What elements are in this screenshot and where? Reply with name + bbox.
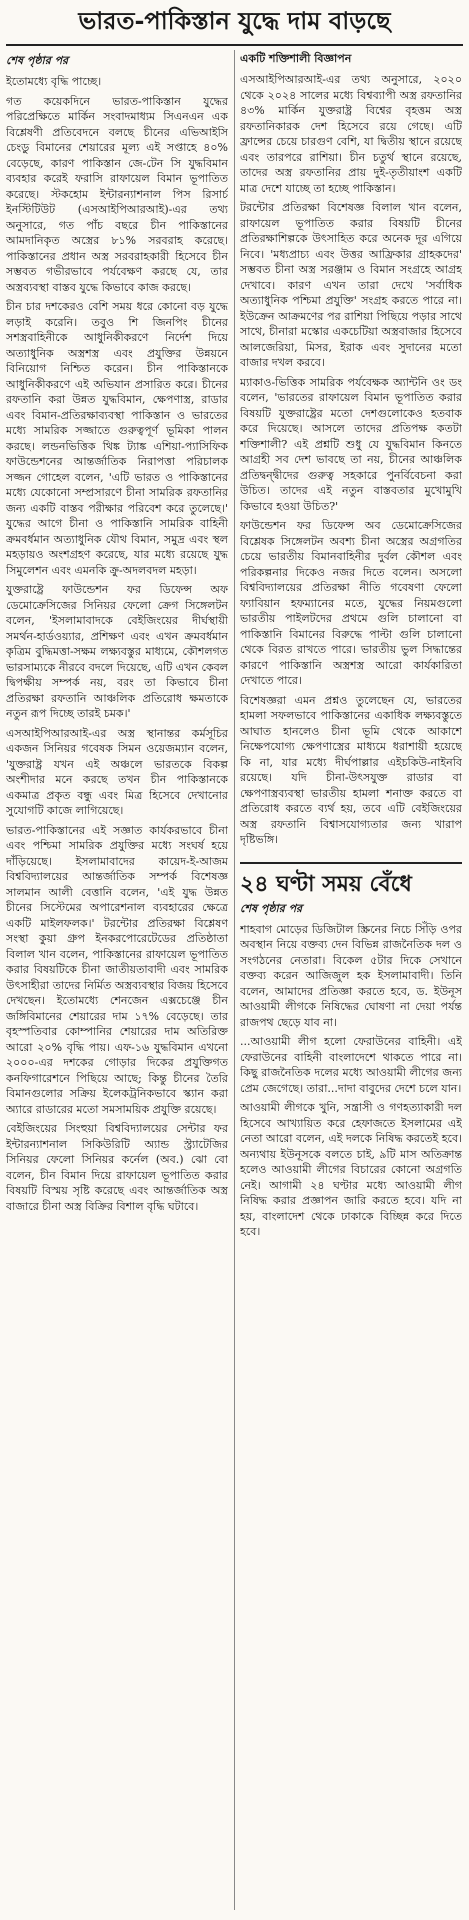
second-headline: ২৪ ঘণ্টা সময় বেঁধে xyxy=(240,862,462,898)
column-divider xyxy=(234,50,235,1910)
article-paragraph: এসআইপিআরআই-এর অস্ত্র স্থানান্তর কর্মসূচির একজন সিনিয়র গবেষক সিমন ওয়েজম্যান বলেন, 'যুক্তরাষ্ট্র যখন এই অঞ্চলে ভারতকে বিকল্প অংশীদার মনে করছে তখন চীন পাকিস্তানকে একমাত্র প্রকৃত বন্ধু এবং মিত্র হিসেবে দেখানোর সুযোগটি কাজে লাগিয়েছে। xyxy=(6,726,228,817)
article-paragraph: ইতোমধ্যে বৃদ্ধি পাচ্ছে। xyxy=(6,75,102,88)
article-paragraph: বেইজিংয়ের সিংহুয়া বিশ্ববিদ্যালয়ের সেন্টার ফর ইন্টারন্যাশনাল সিকিউরিটি অ্যান্ড স্ট্র্যাটেজির সিনিয়র ফেলো সিনিয়র কর্নেল (অব.) ঝো বো বলেন, চীন বিমান দিয়ে রাফায়েল ভূপাতিত করার বিষয়টি বিস্ময় সৃষ্টি করেছে এবং আন্তর্জাতিক অস্ত্র বাজারে চীনা অস্ত্র বিক্রির বিশাল বৃদ্ধি ঘটাবে। xyxy=(6,1122,228,1213)
article-paragraph: আওয়ামী লীগকে খুনি, সন্ত্রাসী ও গণহত্যাকারী দল হিসেবে আখ্যায়িত করে হেফাজতে ইসলামের এই নেতা আরো বলেন, এই দলকে নিষিদ্ধ করতেই হবে। অন্যথায় ইউনূসকে বলতে চাই, ৯টি মাস অতিক্রান্ত হলেও আওয়ামী লীগের বিচারের কোনো অগ্রগতি নেই। আগামী ২৪ ঘণ্টার মধ্যে আওয়ামী লীগ নিষিদ্ধ করার প্রজ্ঞাপন জারি করতে হবে। যদি না হয়, বাংলাদেশ থেকে ঢাকাকে বিচ্ছিন্ন করে দিতে হবে। xyxy=(240,1101,462,1238)
article-paragraph: যুক্তরাষ্ট্রে ফাউন্ডেশন ফর ডিফেন্স অফ ডেমোক্রেসিজের সিনিয়র ফেলো ক্রেগ সিঙ্গেলটন বলেন, 'ইসলামাবাদকে বেইজিংয়ের দীর্ঘস্থায়ী সমর্থন-হার্ডওয়্যার, প্রশিক্ষণ এবং এখন ক্রমবর্ধমান কৃত্রিম বুদ্ধিমত্তা-সক্ষম লক্ষ্যবস্তুর মাধ্যমে, কৌশলগত ভারসাম্যকে নীরবে বদলে দিয়েছে, এটি এখন কেবল দ্বিপক্ষীয় সম্পর্ক নয়, বরং তা কিভাবে চীনা প্রতিরক্ষা রফতানি আঞ্চলিক প্রতিরোধ ক্ষমতাকে নতুন রূপ দিচ্ছে তারই চমক।' xyxy=(6,583,228,720)
article-paragraph: গত কয়েকদিনে ভারত-পাকিস্তান যুদ্ধের পরিপ্রেক্ষিতে মার্কিন সংবাদমাধ্যম সিএনএন এক বিশ্লেষণী প্রতিবেদনে বলছে চীনের এভিআইসি চেংডু বিমানের শেয়ারের মূল্য এই সপ্তাহে ৪০% বেড়েছে, কারণ পাকিস্তান জে-টেন সি যুদ্ধবিমান ব্যবহার করেই ফরাসি রাফায়েল বিমান ভূপাতিত করেছে। স্টকহোম ইন্টারন্যাশনাল পিস রিসার্চ ইনস্টিটিউট (এসআইপিআরআই)-এর তথ্য অনুসারে, গত পাঁচ বছরে চীন পাকিস্তানের আমদানিকৃত অস্ত্রের ৮১% সরবরাহ করেছে। পাকিস্তানের প্রধান অস্ত্র সরবরাহকারী হিসেবে চীন সম্ভবত গভীরভাবে পর্যবেক্ষণ করছে যে, তার অস্ত্রব্যবস্থা বাস্তব যুদ্ধে কিভাবে কাজ করছে। xyxy=(6,94,228,294)
article-paragraph: ফাউন্ডেশন ফর ডিফেন্স অব ডেমোক্রেসিজের বিশ্লেষক সিঙ্গেলটন অবশ্য চীনা অস্ত্রের অগ্রগতির চেয়ে ভারতীয় বিমানবাহিনীর দুর্বল কৌশল এবং পরিকল্পনার দিকেও নজর দিতে বলেন। অসলো বিশ্ববিদ্যালয়ের প্রতিরক্ষা নীতি গবেষণা ফেলো ফ্যাবিয়ান হফম্যানের মতে, যুদ্ধের নিয়মগুলো ভারতীয় পাইলটদের প্রথমে গুলি চালানো বা পাকিস্তানি বিমানের বিরুদ্ধে পাল্টা গুলি চালানো থেকে বিরত রাখতে পারে। ভারতীয় ভুল সিদ্ধান্তের কারণে পাকিস্তানি অস্ত্রশস্ত্র আরো কার্যকারিতা দেখাতে পারে। xyxy=(240,519,462,687)
article-paragraph: ম্যাকাও-ভিত্তিক সামরিক পর্যবেক্ষক অ্যান্টনি ওং ডং বলেন, 'ভারতের রাফায়েল বিমান ভূপাতিত করার বিষয়টি যুক্তরাষ্ট্রের মতো দেশগুলোকেও হতবাক করে দিয়েছে। আসলে তাদের প্রতিপক্ষ কতটা শক্তিশালী? এই প্রশ্নটি শুধু যে যুদ্ধবিমান কিনতে আগ্রহী সব দেশ ভাবছে তা নয়, চীনের আঞ্চলিক প্রতিদ্বন্দ্বীদের গুরুত্ব সহকারে পুনর্বিবেচনা করা উচিত। তাদের এই নতুন বাস্তবতার মুখোমুখি কিভাবে হওয়া উচিত?' xyxy=(240,375,462,513)
headline: ভারত-পাকিস্তান যুদ্ধে দাম বাড়ছে xyxy=(78,6,391,35)
article-paragraph: ...আওয়ামী লীগ হলো ফেরাউনের বাহিনী। এই ফেরাউনের বাহিনী বাংলাদেশে থাকতে পারে না। কিছু রাজনৈতিক দলের মধ্যে আওয়ামী লীগের জন্য প্রেম জেগেছে। তারা...দাদা বাবুদের দেশে চলে যান। xyxy=(240,1035,462,1095)
kicker: একটি শক্তিশালী বিজ্ঞাপন xyxy=(240,52,352,65)
article-paragraph: বিশেষজ্ঞরা এমন প্রশ্নও তুলেছেন যে, ভারতের হামলা সফলভাবে পাকিস্তানের একাধিক লক্ষ্যবস্তুতে আঘাত হানলেও চীনা ভূমি থেকে আকাশে নিক্ষেপযোগ্য ক্ষেপণাস্ত্রের মাধ্যমে ধরাশায়ী হয়েছে কি না, যার মধ্যে দীর্ঘপাল্লার এইচকিউ-নাইনবি রয়েছে। যদি চীনা-উৎসযুক্ত রাডার বা ক্ষেপণাস্ত্রব্যবস্থা ভারতীয় হামলা শনাক্ত করতে বা প্রতিরোধ করতে ব্যর্থ হয়, তবে এটি বেইজিংয়ের অস্ত্র রফতানি বিশ্বাসযোগ্যতার জন্য খারাপ দৃষ্টিভঙ্গি। xyxy=(240,693,462,846)
article-paragraph: ভারত-পাকিস্তানের এই সজ্ঞাত কার্যকরভাবে চীনা এবং পশ্চিমা সামরিক প্রযুক্তির মধ্যে সংঘর্ষ হয়ে দাঁড়িয়েছে। ইসলামাবাদের কায়েদ-ই-আজম বিশ্ববিদ্যালয়ের আন্তর্জাতিক সম্পর্ক বিশেষজ্ঞ সালমান আলী বেত্তানি বলেন, 'এই যুদ্ধ উন্নত চীনের সিস্টেমের অপারেশনাল ব্যবহারের ক্ষেত্রে একটি মাইলফলক।' টরন্টোর প্রতিরক্ষা বিশ্লেষণ সংস্থা কুয়া গ্রুপ ইনকরপোরেটেডের প্রতিষ্ঠাতা বিলাল খান বলেন, পাকিস্তানের রাফায়েল ভূপাতিত করার বিষয়টিকে চীনা জাতীয়তাবাদী এবং সামরিক উৎসাহীরা তাদের নির্মিত অস্ত্রব্যবস্থার বিজয় হিসেবে দেখছেন। ইতোমধ্যে শেনজেন এক্সচেঞ্জে চীন জঙ্গিবিমানের শেয়ারের দাম ১৭% বেড়েছে। তার বৃহস্পতিবার কোম্পানির শেয়ারের দাম অতিরিক্ত আরো ২০% বৃদ্ধি পায়। এফ-১৬ যুদ্ধবিমান এখনো ২০০০-এর দশকের গোড়ার দিকের প্রযুক্তিগত কনফিগারেশনে পিছিয়ে আছে; কিন্তু চীনের তৈরি বিমানগুলোর সক্রিয় ইলেকট্রনিকভাবে স্ক্যান করা অ্যারে রাডারের মতো সমসাময়িক প্রযুক্তি রয়েছে। xyxy=(6,823,228,1116)
continued-label: শেষ পৃষ্ঠার পর xyxy=(240,901,303,915)
continued-label: শেষ পৃষ্ঠার পর xyxy=(6,54,69,67)
right-column xyxy=(240,50,462,1910)
left-column xyxy=(6,50,228,1910)
article-paragraph: চীন চার দশকেরও বেশি সময় ধরে কোনো বড় যুদ্ধে লড়াই করেনি। তবুও শি জিনপিং চীনের সশস্ত্রবাহিনীকে আধুনিকীকরণে নির্দেশ দিয়ে অত্যাধুনিক অস্ত্রশস্ত্র এবং প্রযুক্তির উন্নয়নে বিনিয়োগ নিশ্চিত করেন। চীন পাকিস্তানকে আধুনিকীকরণে এই অভিযান প্রসারিত করে। চীনের রফতানি করা উন্নত যুদ্ধবিমান, ক্ষেপণাস্ত্র, রাডার এবং বিমান-প্রতিরক্ষাব্যবস্থা পাকিস্তান ও ভারতের মধ্যে সামরিক সজ্জাতে গুরুত্বপূর্ণ ভূমিকা পালন করছে। লন্ডনভিত্তিক থিঙ্ক ট্যাঙ্ক এশিয়া-প্যাসিফিক ফাউন্ডেশনের আন্তর্জাতিক নিরাপত্তা পরিচালক সজ্জন গোহেল বলেন, 'এটি ভারত ও পাকিস্তানের মধ্যে যেকোনো সম্প্রসারণে চীনা সামরিক রফতানির জন্য একটি বাস্তব পরীক্ষার পরিবেশ করে তুলেছে।' যুদ্ধের আগে চীনা ও পাকিস্তানি সামরিক বাহিনী ক্রমবর্ধমান অত্যাধুনিক যৌথ বিমান, সমুদ্র এবং স্থল মহড়ায়ও অংশগ্রহণ করেছে, যার মধ্যে রয়েছে যুদ্ধ সিমুলেশন এবং এমনকি ক্রু-অদলবদল মহড়া। xyxy=(6,300,228,577)
article-paragraph: শাহবাগ মোড়ের ডিজিটাল স্ক্রিনের নিচে সিঁড়ি ওপর অবস্থান নিয়ে বক্তব্য দেন বিভিন্ন রাজনৈতিক দল ও সংগঠনের নেতারা। বিকেল ৫টার দিকে সেখানে বক্তব্য করেন আজিজুল হক ইসলামাবাদী। তিনি বলেন, আমাদের প্রতিজ্ঞা করতে হবে, ড. ইউনূস আওয়ামী লীগকে নিষিদ্ধের ঘোষণা না দেয়া পর্যন্ত রাজপথ ছেড়ে যাব না। xyxy=(240,922,462,1029)
headline-rule xyxy=(6,44,463,46)
article-paragraph: টরন্টোর প্রতিরক্ষা বিশেষজ্ঞ বিলাল খান বলেন, রাফায়েল ভূপাতিত করার বিষয়টি চীনের প্রতিরক্ষাশিল্পকে উৎসাহিত করে অনেক দূর এগিয়ে নিবে। 'মধ্যপ্রাচ্য এবং উত্তর আফ্রিকার গ্রাহকদের' সম্ভবত চীনা অস্ত্র সরঞ্জাম ও বিমান সংগ্রহে আগ্রহ দেখাবে। কারণ এখন তারা দেখে 'সর্বাধিক অত্যাধুনিক পশ্চিমা প্রযুক্তি' সংগ্রহ করতে পারে না। ইউক্রেন আক্রমণের পর রাশিয়া পিছিয়ে পড়ার সাথে সাথে, চীনারা মস্কোর একচেটিয়া অস্ত্রবাজার হিসেবে আলজেরিয়া, মিসর, ইরাক এবং সুদানের মতো বাজার দখল করবে। xyxy=(240,201,462,369)
article-paragraph: এসআইপিআরআই-এর তথ্য অনুসারে, ২০২০ থেকে ২০২৪ সালের মধ্যে বিশ্বব্যাপী অস্ত্র রফতানির ৪৩% মার্কিন যুক্তরাষ্ট্র বিশ্বের বৃহত্তম অস্ত্র রফতানিকারক দেশ হিসেবে রয়ে গেছে। এটি ফ্রান্সের চেয়ে চারগুণ বেশি, যা দ্বিতীয় স্থানে রয়েছে এবং তারপরে রাশিয়া। চীন চতুর্থ স্থানে রয়েছে, তাদের অস্ত্র রফতানির প্রায় দুই-তৃতীয়াংশ একটি মাত্র দেশে যাচ্ছে তা হচ্ছে পাকিস্তান। xyxy=(240,73,462,195)
